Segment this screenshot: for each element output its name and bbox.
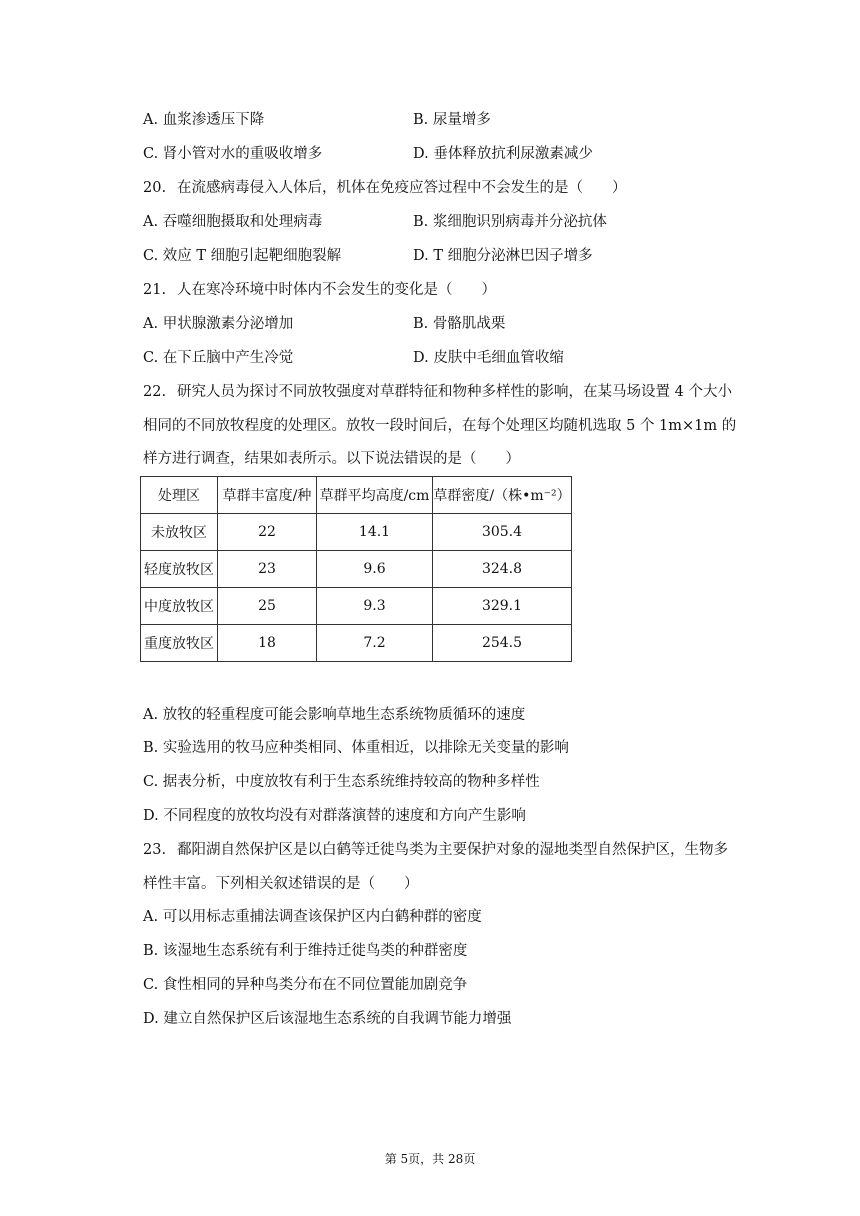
q22-stem-text-1: 研究人员为探讨不同放牧强度对草群特征和物种多样性的影响，在某马场设置 4 个大小 <box>177 384 732 400</box>
q22-data-table <box>140 476 572 662</box>
q19-option-a[interactable]: A. 血浆渗透压下降 <box>143 112 265 128</box>
q23-stem-line1 <box>143 840 728 860</box>
q22-option-b[interactable]: B. 实验选用的牧马应种类相同、体重相近，以排除无关变量的影响 <box>143 740 569 756</box>
q19-option-b[interactable]: B. 尿量增多 <box>413 112 491 128</box>
q22-stem-line3: 样方进行调查，结果如表所示。以下说法错误的是（ ） <box>143 451 520 467</box>
q22-option-d[interactable]: D. 不同程度的放牧均没有对群落演替的速度和方向产生影响 <box>143 808 526 824</box>
table-row <box>141 588 572 625</box>
q21-stem <box>143 280 496 300</box>
table-cell: 轻度放牧区 <box>141 551 218 588</box>
table-cell: 25 <box>218 588 317 625</box>
q22-number: 22. <box>143 384 167 400</box>
table-cell: 重度放牧区 <box>141 625 218 662</box>
q23-option-d[interactable]: D. 建立自然保护区后该湿地生态系统的自我调节能力增强 <box>143 1011 512 1027</box>
q20-number: 20. <box>143 180 167 196</box>
q20-stem-text: 在流感病毒侵入人体后，机体在免疫应答过程中不会发生的是（ ） <box>177 180 627 196</box>
table-cell: 254.5 <box>433 625 572 662</box>
page-footer: 第 5页，共 28页 <box>384 1152 476 1166</box>
table-header-cell: 草群平均高度/cm <box>317 477 433 514</box>
q23-number: 23. <box>143 842 167 858</box>
table-cell: 9.3 <box>317 588 433 625</box>
q23-option-b[interactable]: B. 该湿地生态系统有利于维持迁徙鸟类的种群密度 <box>143 943 468 959</box>
q23-stem-text-1: 鄱阳湖自然保护区是以白鹤等迁徙鸟类为主要保护对象的湿地类型自然保护区，生物多 <box>177 842 728 858</box>
table-cell: 中度放牧区 <box>141 588 218 625</box>
q20-option-b[interactable]: B. 浆细胞识别病毒并分泌抗体 <box>413 214 607 230</box>
table-cell: 22 <box>218 514 317 551</box>
q20-option-c[interactable]: C. 效应 T 细胞引起靶细胞裂解 <box>143 248 342 264</box>
q20-option-d[interactable]: D. T 细胞分泌淋巴因子增多 <box>413 248 593 264</box>
q23-stem-line2: 样性丰富。下列相关叙述错误的是（ ） <box>143 876 419 892</box>
table-cell: 324.8 <box>433 551 572 588</box>
q20-option-a[interactable]: A. 吞噬细胞摄取和处理病毒 <box>143 214 323 230</box>
q21-stem-text: 人在寒冷环境中时体内不会发生的变化是（ ） <box>177 282 496 298</box>
table-row <box>141 551 572 588</box>
table-header-cell: 处理区 <box>141 477 218 514</box>
table-cell: 18 <box>218 625 317 662</box>
q21-option-c[interactable]: C. 在下丘脑中产生冷觉 <box>143 350 294 366</box>
q21-option-a[interactable]: A. 甲状腺激素分泌增加 <box>143 316 294 332</box>
q19-option-c[interactable]: C. 肾小管对水的重吸收增多 <box>143 146 323 162</box>
q22-option-c[interactable]: C. 据表分析，中度放牧有利于生态系统维持较高的物种多样性 <box>143 774 540 790</box>
table-header-row <box>141 477 572 514</box>
q20-stem <box>143 178 627 198</box>
q22-stem-line2: 相同的不同放牧程度的处理区。放牧一段时间后，在每个处理区均随机选取 5 个 1m×1m 的 <box>143 418 737 434</box>
q19-option-d[interactable]: D. 垂体释放抗利尿激素减少 <box>413 146 593 162</box>
table-cell: 14.1 <box>317 514 433 551</box>
table-cell: 未放牧区 <box>141 514 218 551</box>
q23-option-c[interactable]: C. 食性相同的异种鸟类分布在不同位置能加剧竞争 <box>143 977 468 993</box>
table-cell: 329.1 <box>433 588 572 625</box>
table-row <box>141 514 572 551</box>
q22-option-a[interactable]: A. 放牧的轻重程度可能会影响草地生态系统物质循环的速度 <box>143 707 526 723</box>
table-cell: 9.6 <box>317 551 433 588</box>
q21-option-d[interactable]: D. 皮肤中毛细血管收缩 <box>413 350 564 366</box>
table-cell: 305.4 <box>433 514 572 551</box>
q21-option-b[interactable]: B. 骨骼肌战栗 <box>413 316 506 332</box>
q23-option-a[interactable]: A. 可以用标志重捕法调查该保护区内白鹤种群的密度 <box>143 909 482 925</box>
table-header-cell: 草群密度/（株•m⁻²） <box>433 477 572 514</box>
table-row <box>141 625 572 662</box>
table-cell: 23 <box>218 551 317 588</box>
table-cell: 7.2 <box>317 625 433 662</box>
q21-number: 21. <box>143 282 167 298</box>
q22-stem-line1 <box>143 382 732 402</box>
table-header-cell: 草群丰富度/种 <box>218 477 317 514</box>
